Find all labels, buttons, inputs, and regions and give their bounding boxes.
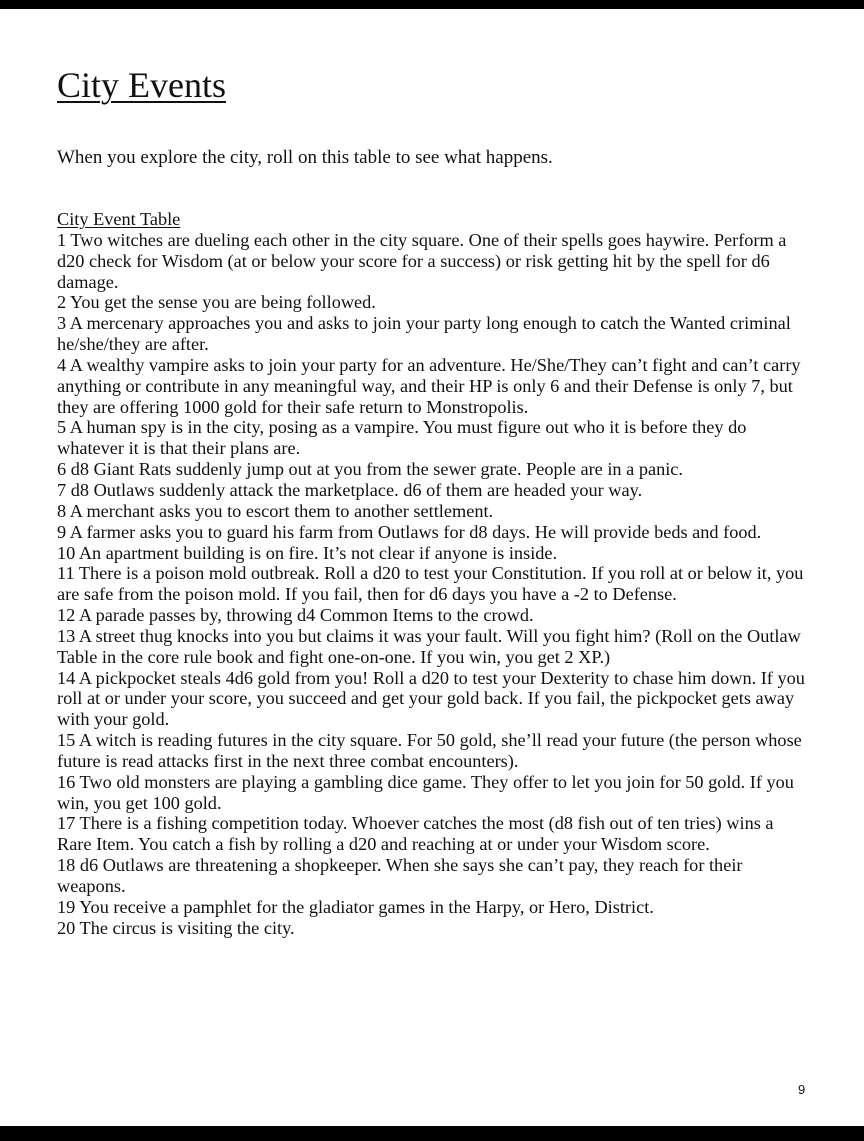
event-row	[57, 855, 807, 897]
event-roll-number: 4	[57, 354, 67, 375]
event-roll-number: 2	[57, 292, 67, 313]
event-row	[57, 292, 807, 313]
event-row	[57, 772, 807, 814]
event-description: An apartment building is on fire. It’s not clear if anyone is inside.	[78, 542, 558, 563]
event-roll-number: 13	[57, 625, 76, 646]
event-row	[57, 417, 807, 459]
event-description: A human spy is in the city, posing as a vampire. You must figure out who it is before they do whatever it is that their plans are.	[57, 417, 747, 459]
event-roll-number: 20	[57, 917, 76, 938]
city-event-table	[57, 209, 807, 939]
event-row	[57, 230, 807, 293]
event-row	[57, 813, 807, 855]
event-row	[57, 605, 807, 626]
event-description: Two old monsters are playing a gambling dice game. They offer to let you join for 50 gold. If you win, you get 100 gold.	[57, 771, 794, 813]
event-description: A mercenary approaches you and asks to join your party long enough to catch the Wanted criminal he/she/they are after.	[57, 313, 791, 355]
event-roll-number: 10	[57, 542, 76, 563]
event-roll-number: 9	[57, 521, 67, 542]
event-roll-number: 3	[57, 313, 67, 334]
event-description: Two witches are dueling each other in the city square. One of their spells goes haywire. Perform a d20 check for Wisdom (at or below your score for a success) or risk getting hit by the spell for d6 damage.	[57, 229, 787, 292]
event-description: d6 Outlaws are threatening a shopkeeper. When she says she can’t pay, they reach for their weapons.	[57, 855, 743, 896]
event-row	[57, 626, 807, 668]
event-row	[57, 522, 807, 543]
event-roll-number: 17	[57, 813, 76, 834]
event-description: A farmer asks you to guard his farm from Outlaws for d8 days. He will provide beds and food.	[69, 521, 762, 542]
document-page	[0, 9, 864, 1126]
event-description: There is a poison mold outbreak. Roll a d20 to test your Constitution. If you roll at or below it, you are safe from the poison mold. If you fail, then for d6 days you have a -2 to Defense.	[57, 563, 804, 605]
event-row	[57, 543, 807, 564]
event-row	[57, 480, 807, 501]
event-roll-number: 19	[57, 896, 76, 917]
event-description: You get the sense you are being followed.	[70, 292, 376, 313]
event-roll-number: 7	[57, 479, 67, 500]
event-description: A wealthy vampire asks to join your party for an adventure. He/She/They can’t fight and can’t carry anything or contribute in any meaningful way, and their HP is only 6 and their Defense is only 7, but they are offering 1000 gold for their safe return to Monstropolis.	[57, 354, 801, 417]
page-number: 9	[798, 1082, 806, 1097]
event-row	[57, 730, 807, 772]
event-description: d8 Outlaws suddenly attack the marketplace. d6 of them are headed your way.	[70, 479, 643, 500]
event-row	[57, 918, 807, 939]
event-description: You receive a pamphlet for the gladiator games in the Harpy, or Hero, District.	[79, 896, 654, 917]
event-roll-number: 18	[57, 855, 76, 876]
event-roll-number: 11	[57, 563, 75, 584]
event-row	[57, 897, 807, 918]
event-roll-number: 1	[57, 229, 67, 250]
event-roll-number: 8	[57, 500, 67, 521]
event-row	[57, 501, 807, 522]
event-description: A merchant asks you to escort them to another settlement.	[69, 500, 494, 521]
event-description: There is a fishing competition today. Whoever catches the most (d8 fish out of ten tries) wins a Rare Item. You catch a fish by rolling a d20 and reaching at or under your Wisdom score.	[57, 813, 774, 855]
event-roll-number: 5	[57, 417, 67, 438]
event-row	[57, 313, 807, 355]
page-title: City Events	[57, 65, 226, 105]
event-description: The circus is visiting the city.	[79, 917, 295, 938]
event-roll-number: 6	[57, 459, 67, 480]
event-description: A pickpocket steals 4d6 gold from you! Roll a d20 to test your Dexterity to chase him down. If you roll at or under your score, you succeed and get your gold back. If you fail, the pickpocket gets away with your gold.	[57, 667, 805, 730]
event-row	[57, 563, 807, 605]
event-roll-number: 14	[57, 667, 76, 688]
event-roll-number: 12	[57, 605, 76, 626]
event-roll-number: 16	[57, 771, 76, 792]
event-description: A witch is reading futures in the city square. For 50 gold, she’ll read your future (the person whose future is read attacks first in the next three combat encounters).	[57, 730, 802, 771]
event-description: d8 Giant Rats suddenly jump out at you from the sewer grate. People are in a panic.	[70, 459, 683, 480]
event-roll-number: 15	[57, 730, 76, 751]
event-row	[57, 355, 807, 418]
event-list	[57, 230, 807, 939]
intro-paragraph: When you explore the city, roll on this table to see what happens.	[57, 147, 553, 168]
event-description: A parade passes by, throwing d4 Common Items to the crowd.	[78, 605, 534, 626]
event-row	[57, 668, 807, 731]
event-description: A street thug knocks into you but claims it was your fault. Will you fight him? (Roll on the Outlaw Table in the core rule book and fight one-on-one. If you win, you get 2 XP.)	[57, 625, 801, 667]
table-heading: City Event Table	[57, 209, 181, 229]
event-row	[57, 459, 807, 480]
